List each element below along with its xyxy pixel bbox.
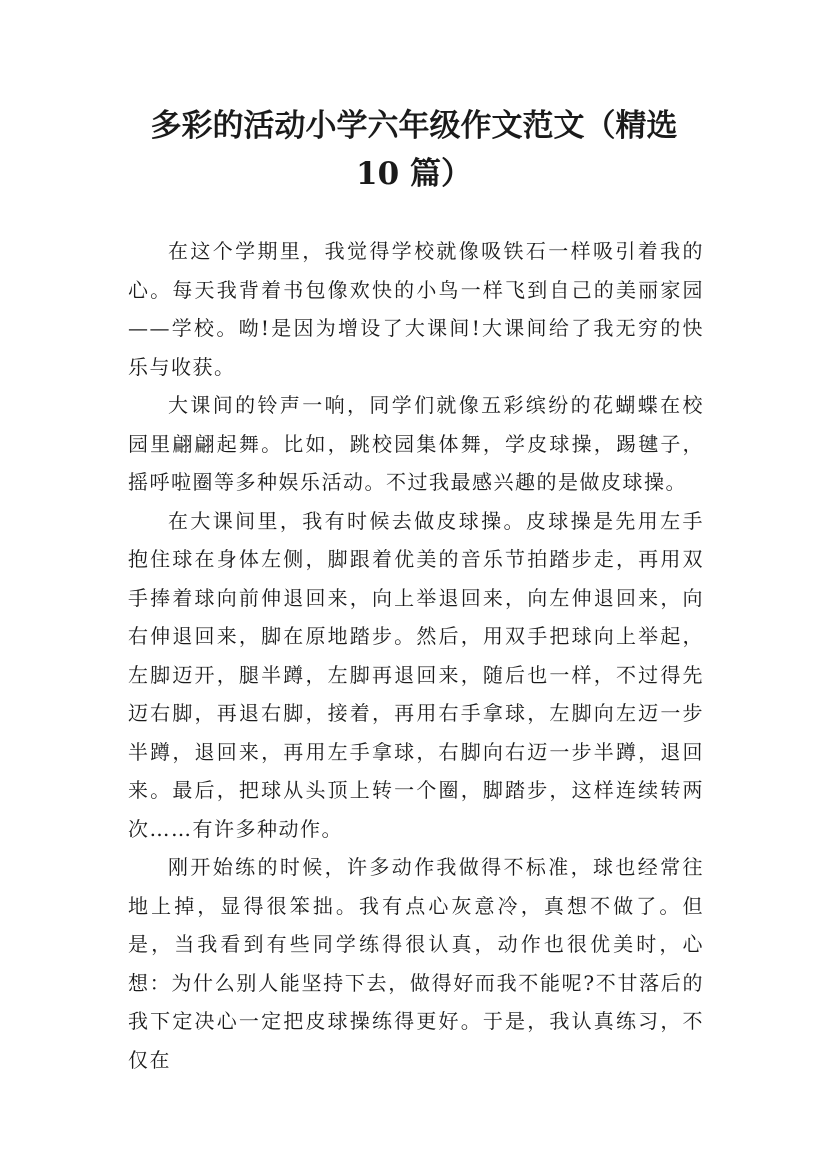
paragraph: 在这个学期里，我觉得学校就像吸铁石一样吸引着我的心。每天我背着书包像欢快的小鸟一样飞到自己的美丽家园——学校。呦!是因为增设了大课间!大课间给了我无穷的快乐与收获。	[128, 239, 704, 379]
paragraph: 大课间的铃声一响，同学们就像五彩缤纷的花蝴蝶在校园里翩翩起舞。比如，跳校园集体舞，学皮球操，踢毽子，摇呼啦圈等多种娱乐活动。不过我最感兴趣的是做皮球操。	[128, 393, 704, 494]
document-title: 多彩的活动小学六年级作文范文（精选 10 篇）	[150, 108, 678, 192]
document-body	[128, 232, 704, 1079]
paragraph: 刚开始练的时候，许多动作我做得不标准，球也经常往地上掉，显得很笨拙。我有点心灰意冷，真想不做了。但是，当我看到有些同学练得很认真，动作也很优美时，心想：为什么别人能坚持下去，做得好而我不能呢?不甘落后的我下定决心一定把皮球操练得更好。于是，我认真练习，不仅在	[128, 855, 704, 1072]
paragraph: 在大课间里，我有时候去做皮球操。皮球操是先用左手抱住球在身体左侧，脚跟着优美的音乐节拍踏步走，再用双手捧着球向前伸退回来，向上举退回来，向左伸退回来，向右伸退回来，脚在原地踏步。然后，用双手把球向上举起，左脚迈开，腿半蹲，左脚再退回来，随后也一样，不过得先迈右脚，再退右脚，接着，再用右手拿球，左脚向左迈一步半蹲，退回来，再用左手拿球，右脚向右迈一步半蹲，退回来。最后，把球从头顶上转一个圈，脚踏步，这样连续转两次……有许多种动作。	[128, 508, 704, 841]
